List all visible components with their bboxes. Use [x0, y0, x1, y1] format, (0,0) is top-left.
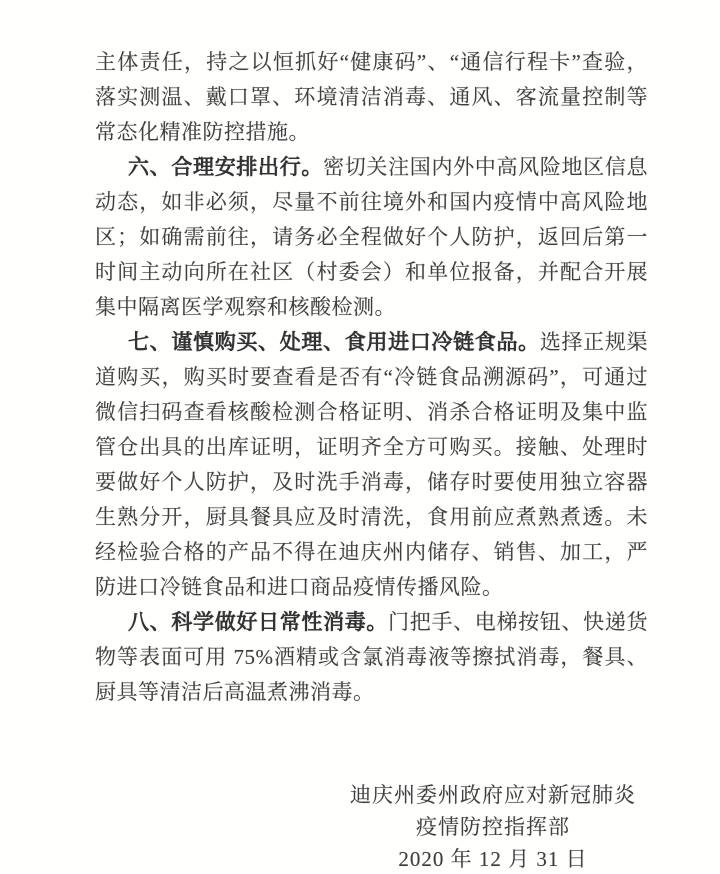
- paragraph-text: 密切关注国内外中高风险地区信息动态，如非必须，尽量不前往境外和国内疫情中高风险地区；如确需前往，请务必全程做好个人防护，返回后第一时间主动向所在社区（村委会）和单位报备，并配合开展集中隔离医学观察和核酸检测。: [95, 155, 649, 319]
- paragraph-section-8: [95, 605, 648, 710]
- paragraph-lead: 七、谨慎购买、处理、食用进口冷链食品。: [128, 330, 540, 354]
- paragraph-text: 选择正规渠道购买，购买时要查看是否有“冷链食品溯源码”，可通过微信扫码查看核酸检测合格证明、消杀合格证明及集中监管仓出具的出库证明，证明齐全方可购买。接触、处理时要做好个人防护，及时洗手消毒，储存时要使用独立容器生熟分开，厨具餐具应及时清洗，食用前应煮熟煮透。未经检验合格的产品不得在迪庆州内储存、销售、加工，严防进口冷链食品和进口商品疫情传播风险。: [95, 330, 649, 599]
- signature-issuer-line-2: 疫情防控指挥部: [416, 815, 570, 839]
- signature-block: [330, 779, 656, 874]
- signature-date: 2020 年 12 月 31 日: [398, 847, 588, 871]
- paragraph-text: 门把手、电梯按钮、快递货物等表面可用 75%酒精或含氯消毒液等擦拭消毒，餐具、厨具等清洁后高温煮沸消毒。: [95, 610, 649, 704]
- document-body: [95, 45, 648, 710]
- paragraph-text: 主体责任，持之以恒抓好“健康码”、“通信行程卡”查验，落实测温、戴口罩、环境清洁消毒、通风、客流量控制等常态化精准防控措施。: [95, 50, 648, 144]
- signature-issuer-line-1: 迪庆州委州政府应对新冠肺炎: [350, 783, 636, 807]
- paragraph-continuation: [95, 45, 648, 150]
- paragraph-section-6: [95, 150, 648, 325]
- paragraph-lead: 六、合理安排出行。: [128, 155, 324, 179]
- paragraph-lead: 八、科学做好日常性消毒。: [128, 610, 389, 634]
- paragraph-section-7: [95, 325, 648, 605]
